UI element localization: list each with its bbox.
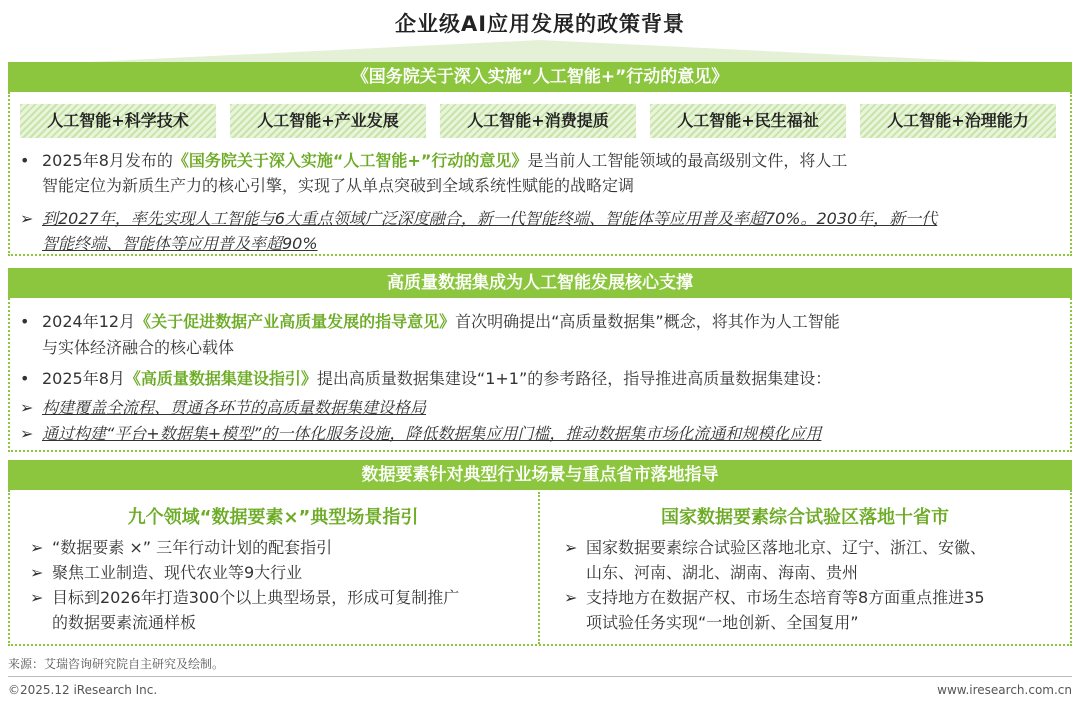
left-item3-text: 目标到2026年打造300个以上典型场景，形成可复制推广 — [52, 588, 460, 607]
tag-row — [20, 104, 1060, 138]
s1-b1-rest: 是当前人工智能领域的最高级别文件，将人工 — [527, 151, 848, 170]
right-item2-line2: 项试验任务实现“一地创新、全国复用” — [586, 613, 859, 632]
left-item1-text: “数据要素 ×” 三年行动计划的配套指引 — [52, 538, 333, 557]
arrow-marker: ➢ — [20, 209, 34, 228]
s2-bullet1-line1 — [20, 310, 840, 334]
section1-header: 《国务院关于深入实施“人工智能+”行动的意见》 — [8, 62, 1072, 92]
tag-consumption: 人工智能+消费提质 — [440, 104, 636, 138]
s2-b1-prefix: 2024年12月 — [42, 312, 136, 331]
arrow-marker: ➢ — [30, 538, 44, 557]
s1-arrow1-text: 到2027年，率先实现人工智能与6大重点领域广泛深度融合，新一代智能终端、智能体等应用普及率超70%。2030年，新一代 — [42, 209, 938, 228]
source-note: 来源：艾瑞咨询研究院自主研究及绘制。 — [8, 657, 225, 671]
arrow-marker: ➢ — [30, 588, 44, 607]
s1-arrow1-line2: 智能终端、智能体等应用普及率超90% — [42, 234, 318, 253]
s1-bullet1-line1 — [20, 149, 847, 173]
tag-science: 人工智能+科学技术 — [20, 104, 216, 138]
s2-arrow1 — [20, 396, 426, 420]
arrow-marker: ➢ — [20, 424, 34, 443]
bullet-marker: • — [20, 312, 30, 331]
right-item1-line2: 山东、河南、湖北、湖南、海南、贵州 — [586, 563, 859, 582]
right-item2-text: 支持地方在数据产权、市场生态培育等8方面重点推进35 — [586, 588, 985, 607]
left-item2 — [30, 561, 302, 585]
arrow-marker: ➢ — [564, 538, 578, 557]
left-item1 — [30, 536, 332, 560]
left-item3 — [30, 586, 459, 610]
s2-b1-highlight: 《关于促进数据产业高质量发展的指导意见》 — [135, 312, 456, 331]
s2-arrow2-text: 通过构建“平台+数据集+模型”的一体化服务设施，降低数据集应用门槛，推动数据集市场化流通和规模化应用 — [42, 424, 822, 443]
section3-header: 数据要素针对典型行业场景与重点省市落地指导 — [8, 460, 1072, 490]
footer-rule — [8, 676, 1072, 677]
s2-bullet1-line2: 与实体经济融合的核心载体 — [42, 338, 235, 357]
s1-b1-prefix: 2025年8月发布的 — [42, 151, 173, 170]
left-column-title: 九个领域“数据要素×”典型场景指引 — [127, 507, 419, 528]
right-item1-text: 国家数据要素综合试验区落地北京、辽宁、浙江、安徽、 — [586, 538, 987, 557]
s2-arrow1-text: 构建覆盖全流程、贯通各环节的高质量数据集建设格局 — [42, 398, 427, 417]
s2-arrow2 — [20, 422, 821, 446]
s2-b2-prefix: 2025年8月 — [42, 369, 125, 388]
right-column-title: 国家数据要素综合试验区落地十省市 — [661, 507, 949, 528]
s1-arrow1-line1 — [20, 207, 937, 231]
tag-industry: 人工智能+产业发展 — [230, 104, 426, 138]
bullet-marker: • — [20, 151, 30, 170]
s1-bullet1-line2: 智能定位为新质生产力的核心引擎，实现了从单点突破到全域系统性赋能的战略定调 — [42, 176, 635, 195]
copyright: ©2025.12 iResearch Inc. — [8, 683, 158, 697]
s2-bullet2 — [20, 367, 831, 391]
tag-livelihood: 人工智能+民生福祉 — [650, 104, 846, 138]
arrow-marker: ➢ — [20, 398, 34, 417]
arrow-marker: ➢ — [564, 588, 578, 607]
s1-b1-highlight: 《国务院关于深入实施“人工智能+”行动的意见》 — [172, 151, 528, 170]
left-item3-line2: 的数据要素流通样板 — [52, 613, 197, 632]
tag-governance: 人工智能+治理能力 — [860, 104, 1056, 138]
page-title: 企业级AI应用发展的政策背景 — [394, 12, 686, 36]
arrow-marker: ➢ — [30, 563, 44, 582]
right-item2 — [564, 586, 985, 610]
left-item2-text: 聚焦工业制造、现代农业等9大行业 — [52, 563, 303, 582]
right-item1 — [564, 536, 986, 560]
website-link[interactable]: www.iresearch.com.cn — [937, 683, 1072, 697]
column-divider — [538, 492, 540, 644]
s2-b1-rest: 首次明确提出“高质量数据集”概念，将其作为人工智能 — [455, 312, 840, 331]
section2-header: 高质量数据集成为人工智能发展核心支撑 — [8, 268, 1072, 298]
bullet-marker: • — [20, 369, 30, 388]
s2-b2-rest: 提出高质量数据集建设“1+1”的参考路径，指导推进高质量数据集建设： — [316, 369, 832, 388]
s2-b2-highlight: 《高质量数据集建设指引》 — [124, 369, 317, 388]
